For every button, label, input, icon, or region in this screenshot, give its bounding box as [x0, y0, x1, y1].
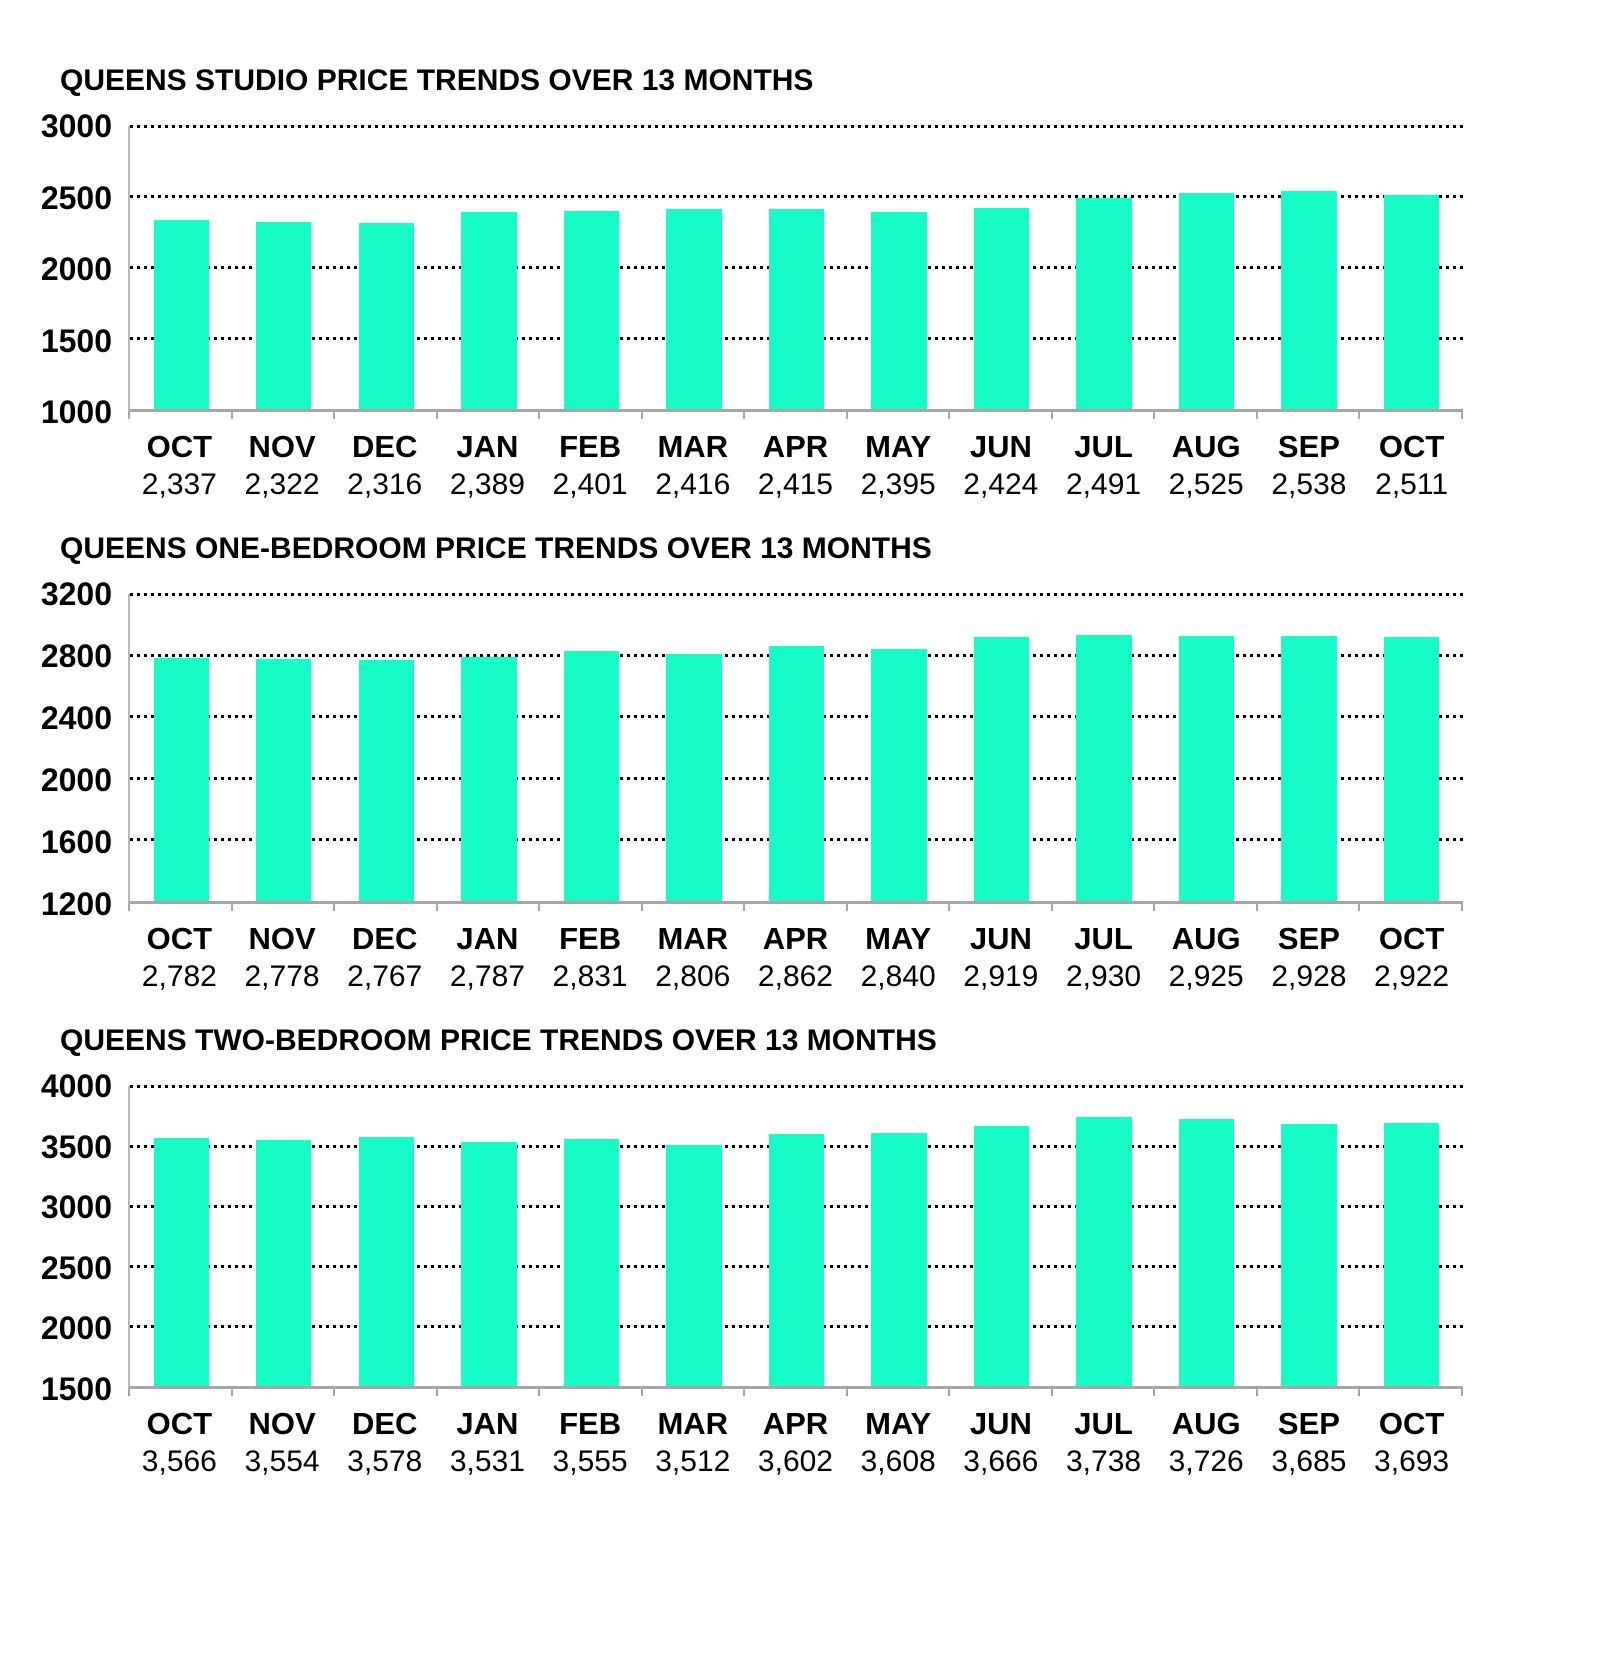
axis-tick: [233, 904, 336, 911]
bar-aug-11: [1179, 636, 1234, 901]
bar-jun-9: [974, 208, 1029, 409]
x-value-label: 2,416: [655, 468, 731, 501]
x-category: [1360, 1405, 1463, 1481]
x-month-label: MAY: [865, 921, 932, 956]
bar-oct-13: [1384, 1123, 1439, 1386]
x-category: [231, 920, 334, 996]
bar-slot: [540, 594, 643, 901]
axis-tick: [745, 412, 848, 419]
axis-ticks: [128, 1389, 1463, 1396]
x-month-label: JUL: [1074, 429, 1133, 464]
axis-tick: [335, 412, 438, 419]
bar-slot: [335, 594, 438, 901]
bar-sep-12: [1281, 1124, 1336, 1386]
y-tick-label: 1000: [40, 394, 112, 430]
x-value-label: 2,928: [1271, 960, 1347, 993]
x-month-label: AUG: [1171, 429, 1241, 464]
x-category: [333, 920, 436, 996]
axis-ticks: [128, 904, 1463, 911]
axis-tick: [1360, 904, 1463, 911]
x-month-label: FEB: [559, 1406, 622, 1441]
x-value-label: 3,738: [1065, 1445, 1142, 1478]
x-category: [950, 1405, 1053, 1481]
x-month-label: DEC: [351, 429, 418, 464]
x-category: [231, 428, 334, 504]
y-axis: [0, 576, 128, 922]
x-category: [1258, 428, 1361, 504]
axis-tick: [1053, 412, 1156, 419]
bar-oct-1: [154, 1138, 209, 1386]
x-month-label: APR: [762, 429, 829, 464]
bar-slot: [1360, 594, 1463, 901]
x-value-label: 3,608: [860, 1445, 936, 1478]
y-tick-label: 2400: [40, 700, 112, 736]
bars: [130, 1086, 1463, 1386]
bar-sep-12: [1281, 636, 1336, 901]
x-value-label: 2,831: [552, 960, 628, 993]
bar-slot: [130, 594, 233, 901]
axis-tick: [643, 1389, 746, 1396]
y-axis: [0, 108, 128, 430]
bar-sep-12: [1281, 191, 1336, 409]
bar-jan-4: [461, 212, 516, 409]
x-month-label: OCT: [1378, 1406, 1445, 1441]
bar-slot: [950, 594, 1053, 901]
bar-aug-11: [1179, 193, 1234, 409]
x-category: [1052, 428, 1155, 504]
x-category: [436, 920, 539, 996]
plot-area: [128, 126, 1463, 412]
bar-may-8: [871, 212, 926, 409]
bar-slot: [438, 1086, 541, 1386]
bar-aug-11: [1179, 1119, 1234, 1386]
bar-slot: [745, 1086, 848, 1386]
x-value-label: 3,555: [552, 1445, 628, 1478]
bar-slot: [848, 126, 951, 409]
x-value-label: 2,930: [1065, 960, 1142, 993]
x-category: [128, 920, 231, 996]
x-category: [847, 1405, 950, 1481]
axis-tick: [233, 412, 336, 419]
x-category: [744, 1405, 847, 1481]
bar-slot: [438, 594, 541, 901]
x-category: [641, 920, 744, 996]
axis-tick: [745, 1389, 848, 1396]
bar-slot: [950, 126, 1053, 409]
x-value-label: 3,512: [655, 1445, 731, 1478]
bar-slot: [1258, 1086, 1361, 1386]
bar-slot: [540, 126, 643, 409]
chart-1: [0, 62, 1600, 504]
axis-tick: [1053, 904, 1156, 911]
x-month-label: MAR: [657, 1406, 729, 1441]
x-value-label: 2,782: [141, 960, 217, 993]
y-tick-label: 2500: [40, 179, 112, 216]
x-axis: [128, 1405, 1463, 1481]
chart-3: [0, 1022, 1600, 1481]
x-value-label: 2,389: [449, 468, 525, 501]
x-month-label: OCT: [1378, 921, 1445, 956]
y-tick-label: 2000: [40, 251, 112, 287]
y-axis: [0, 1068, 128, 1407]
axis-tick: [643, 904, 746, 911]
axis-tick: [335, 1389, 438, 1396]
x-month-label: OCT: [146, 1406, 213, 1441]
x-category: [847, 428, 950, 504]
bar-may-8: [871, 1133, 926, 1386]
x-value-label: 3,685: [1271, 1445, 1347, 1478]
x-value-label: 2,840: [860, 960, 936, 993]
chart-title: QUEENS TWO-BEDROOM PRICE TRENDS OVER 13 MONTHS: [60, 1024, 937, 1057]
axis-tick: [1360, 412, 1463, 419]
x-month-label: FEB: [559, 921, 622, 956]
bar-slot: [848, 1086, 951, 1386]
bar-slot: [1155, 1086, 1258, 1386]
x-month-label: JAN: [456, 429, 519, 464]
x-category: [1360, 920, 1463, 996]
axis-tick: [1258, 412, 1361, 419]
x-month-label: NOV: [248, 429, 316, 464]
axis-tick: [1155, 904, 1258, 911]
x-month-label: MAR: [657, 429, 729, 464]
x-category: [1052, 1405, 1155, 1481]
x-category: [950, 920, 1053, 996]
bar-jan-4: [461, 657, 516, 901]
chart-body: [0, 576, 1600, 922]
bar-nov-2: [256, 659, 311, 901]
y-tick-label: 2000: [40, 762, 112, 798]
x-value-label: 2,806: [655, 960, 731, 993]
axis-tick: [540, 412, 643, 419]
axis-tick: [128, 1389, 233, 1396]
axis-tick: [1258, 904, 1361, 911]
x-value-label: 2,337: [141, 468, 217, 501]
bar-slot: [643, 1086, 746, 1386]
bar-feb-5: [564, 651, 619, 901]
bar-slot: [950, 1086, 1053, 1386]
x-month-label: SEP: [1277, 921, 1340, 956]
x-month-label: SEP: [1277, 1406, 1340, 1441]
y-tick-label: 2800: [40, 638, 112, 674]
x-category: [641, 428, 744, 504]
bar-slot: [335, 1086, 438, 1386]
axis-tick: [848, 1389, 951, 1396]
x-category: [1155, 428, 1258, 504]
axis-tick: [1053, 1389, 1156, 1396]
x-category: [744, 428, 847, 504]
axis-ticks: [128, 412, 1463, 419]
x-category: [950, 428, 1053, 504]
bar-slot: [233, 594, 336, 901]
bar-slot: [1360, 126, 1463, 409]
axis-tick: [128, 412, 233, 419]
bar-jul-10: [1076, 635, 1131, 901]
x-value-label: 3,726: [1168, 1445, 1244, 1478]
y-tick-label: 1200: [40, 886, 112, 922]
bar-slot: [848, 594, 951, 901]
x-month-label: FEB: [559, 429, 622, 464]
axis-tick: [1155, 412, 1258, 419]
x-value-label: 2,862: [757, 960, 833, 993]
bar-dec-3: [359, 1137, 414, 1386]
x-category: [333, 428, 436, 504]
bar-slot: [1258, 594, 1361, 901]
bar-slot: [1155, 126, 1258, 409]
bar-slot: [643, 126, 746, 409]
bar-jun-9: [974, 637, 1029, 901]
x-axis: [128, 428, 1463, 504]
bar-nov-2: [256, 222, 311, 409]
bar-oct-1: [154, 220, 209, 409]
bar-oct-13: [1384, 637, 1439, 901]
x-category: [847, 920, 950, 996]
y-tick-label: 1500: [40, 322, 112, 359]
bar-slot: [335, 126, 438, 409]
x-month-label: SEP: [1277, 429, 1340, 464]
y-tick-label: 3500: [40, 1128, 112, 1165]
x-value-label: 3,531: [449, 1445, 525, 1478]
x-value-label: 2,919: [963, 960, 1039, 993]
x-month-label: MAR: [657, 921, 729, 956]
bar-dec-3: [359, 223, 414, 409]
bar-apr-7: [769, 209, 824, 409]
x-value-label: 2,787: [449, 960, 525, 993]
y-tick-label: 2500: [40, 1249, 112, 1286]
bar-nov-2: [256, 1140, 311, 1386]
x-axis: [128, 920, 1463, 996]
axis-tick: [950, 1389, 1053, 1396]
x-month-label: APR: [762, 921, 829, 956]
bar-slot: [233, 1086, 336, 1386]
axis-tick: [1155, 1389, 1258, 1396]
x-category: [128, 1405, 231, 1481]
x-value-label: 2,424: [963, 468, 1039, 501]
bar-slot: [643, 594, 746, 901]
bar-slot: [745, 126, 848, 409]
axis-tick: [950, 412, 1053, 419]
bar-jun-9: [974, 1126, 1029, 1386]
x-value-label: 2,767: [347, 960, 423, 993]
bar-jul-10: [1076, 1117, 1131, 1386]
x-value-label: 2,316: [347, 468, 423, 501]
x-value-label: 2,322: [244, 468, 320, 501]
axis-tick: [540, 904, 643, 911]
plot-area: [128, 594, 1463, 904]
x-value-label: 2,538: [1271, 468, 1347, 501]
bar-slot: [745, 594, 848, 901]
x-month-label: NOV: [248, 1406, 316, 1441]
axis-tick: [335, 904, 438, 911]
x-category: [539, 1405, 642, 1481]
x-month-label: MAY: [865, 429, 932, 464]
x-category: [1155, 920, 1258, 996]
x-month-label: DEC: [351, 921, 418, 956]
x-value-label: 3,554: [244, 1445, 320, 1478]
bar-slot: [1053, 594, 1156, 901]
axis-tick: [438, 1389, 541, 1396]
axis-tick: [643, 412, 746, 419]
bar-slot: [1258, 126, 1361, 409]
bar-jul-10: [1076, 198, 1131, 409]
bar-slot: [540, 1086, 643, 1386]
axis-tick: [1360, 1389, 1463, 1396]
y-tick-label: 3000: [40, 108, 112, 144]
bar-slot: [1360, 1086, 1463, 1386]
axis-tick: [128, 904, 233, 911]
bar-slot: [130, 1086, 233, 1386]
bar-mar-6: [666, 1145, 721, 1386]
x-month-label: AUG: [1171, 1406, 1241, 1441]
y-tick-label: 4000: [40, 1068, 112, 1104]
x-value-label: 3,566: [141, 1445, 217, 1478]
axis-tick: [848, 904, 951, 911]
bar-jan-4: [461, 1142, 516, 1386]
x-month-label: APR: [762, 1406, 829, 1441]
chart-body: [0, 108, 1600, 430]
x-month-label: NOV: [248, 921, 316, 956]
y-tick-label: 1600: [40, 824, 112, 860]
x-category: [1360, 428, 1463, 504]
x-category: [539, 920, 642, 996]
chart-body: [0, 1068, 1600, 1407]
x-month-label: JAN: [456, 921, 519, 956]
x-category: [231, 1405, 334, 1481]
x-category: [1155, 1405, 1258, 1481]
x-category: [641, 1405, 744, 1481]
axis-tick: [745, 904, 848, 911]
x-month-label: MAY: [865, 1406, 932, 1441]
x-month-label: JUL: [1074, 1406, 1133, 1441]
chart-2: [0, 530, 1600, 996]
y-tick-label: 3200: [40, 576, 112, 612]
x-month-label: JUN: [969, 1406, 1032, 1441]
bars: [130, 126, 1463, 409]
x-value-label: 3,693: [1374, 1445, 1450, 1478]
x-value-label: 2,925: [1168, 960, 1244, 993]
x-value-label: 2,491: [1065, 468, 1142, 501]
bar-slot: [1053, 1086, 1156, 1386]
axis-tick: [950, 904, 1053, 911]
x-value-label: 2,778: [244, 960, 320, 993]
x-value-label: 3,578: [347, 1445, 423, 1478]
x-month-label: OCT: [146, 921, 213, 956]
bar-mar-6: [666, 209, 721, 409]
x-value-label: 2,511: [1375, 468, 1449, 501]
bar-dec-3: [359, 660, 414, 901]
x-value-label: 2,922: [1374, 960, 1450, 993]
y-tick-label: 2000: [40, 1310, 112, 1347]
x-value-label: 3,666: [963, 1445, 1039, 1478]
y-tick-label: 3000: [40, 1189, 112, 1226]
bar-feb-5: [564, 211, 619, 409]
axis-tick: [438, 904, 541, 911]
bar-slot: [1053, 126, 1156, 409]
axis-tick: [233, 1389, 336, 1396]
bar-apr-7: [769, 646, 824, 901]
plot-area: [128, 1086, 1463, 1389]
x-value-label: 3,602: [757, 1445, 833, 1478]
bar-oct-13: [1384, 195, 1439, 409]
x-month-label: OCT: [1378, 429, 1445, 464]
axis-tick: [1258, 1389, 1361, 1396]
x-category: [436, 1405, 539, 1481]
x-month-label: JUN: [969, 921, 1032, 956]
bar-may-8: [871, 649, 926, 901]
x-month-label: JUL: [1074, 921, 1133, 956]
x-category: [1258, 1405, 1361, 1481]
x-month-label: JUN: [969, 429, 1032, 464]
bars: [130, 594, 1463, 901]
x-category: [1052, 920, 1155, 996]
x-category: [436, 428, 539, 504]
chart-title: QUEENS ONE-BEDROOM PRICE TRENDS OVER 13 MONTHS: [60, 532, 932, 565]
x-month-label: OCT: [146, 429, 213, 464]
bar-apr-7: [769, 1134, 824, 1386]
bar-slot: [130, 126, 233, 409]
x-month-label: AUG: [1171, 921, 1241, 956]
axis-tick: [540, 1389, 643, 1396]
x-category: [539, 428, 642, 504]
x-category: [744, 920, 847, 996]
x-category: [333, 1405, 436, 1481]
y-tick-label: 1500: [40, 1371, 112, 1407]
bar-oct-1: [154, 658, 209, 901]
bar-slot: [438, 126, 541, 409]
x-value-label: 2,395: [860, 468, 936, 501]
x-value-label: 2,525: [1168, 468, 1244, 501]
axis-tick: [438, 412, 541, 419]
x-category: [128, 428, 231, 504]
x-value-label: 2,401: [552, 468, 628, 501]
chart-title: QUEENS STUDIO PRICE TRENDS OVER 13 MONTHS: [60, 64, 814, 97]
x-month-label: JAN: [456, 1406, 519, 1441]
bar-slot: [1155, 594, 1258, 901]
x-month-label: DEC: [351, 1406, 418, 1441]
bar-mar-6: [666, 654, 721, 901]
axis-tick: [848, 412, 951, 419]
x-value-label: 2,415: [757, 468, 833, 501]
bar-slot: [233, 126, 336, 409]
x-category: [1258, 920, 1361, 996]
bar-feb-5: [564, 1139, 619, 1386]
